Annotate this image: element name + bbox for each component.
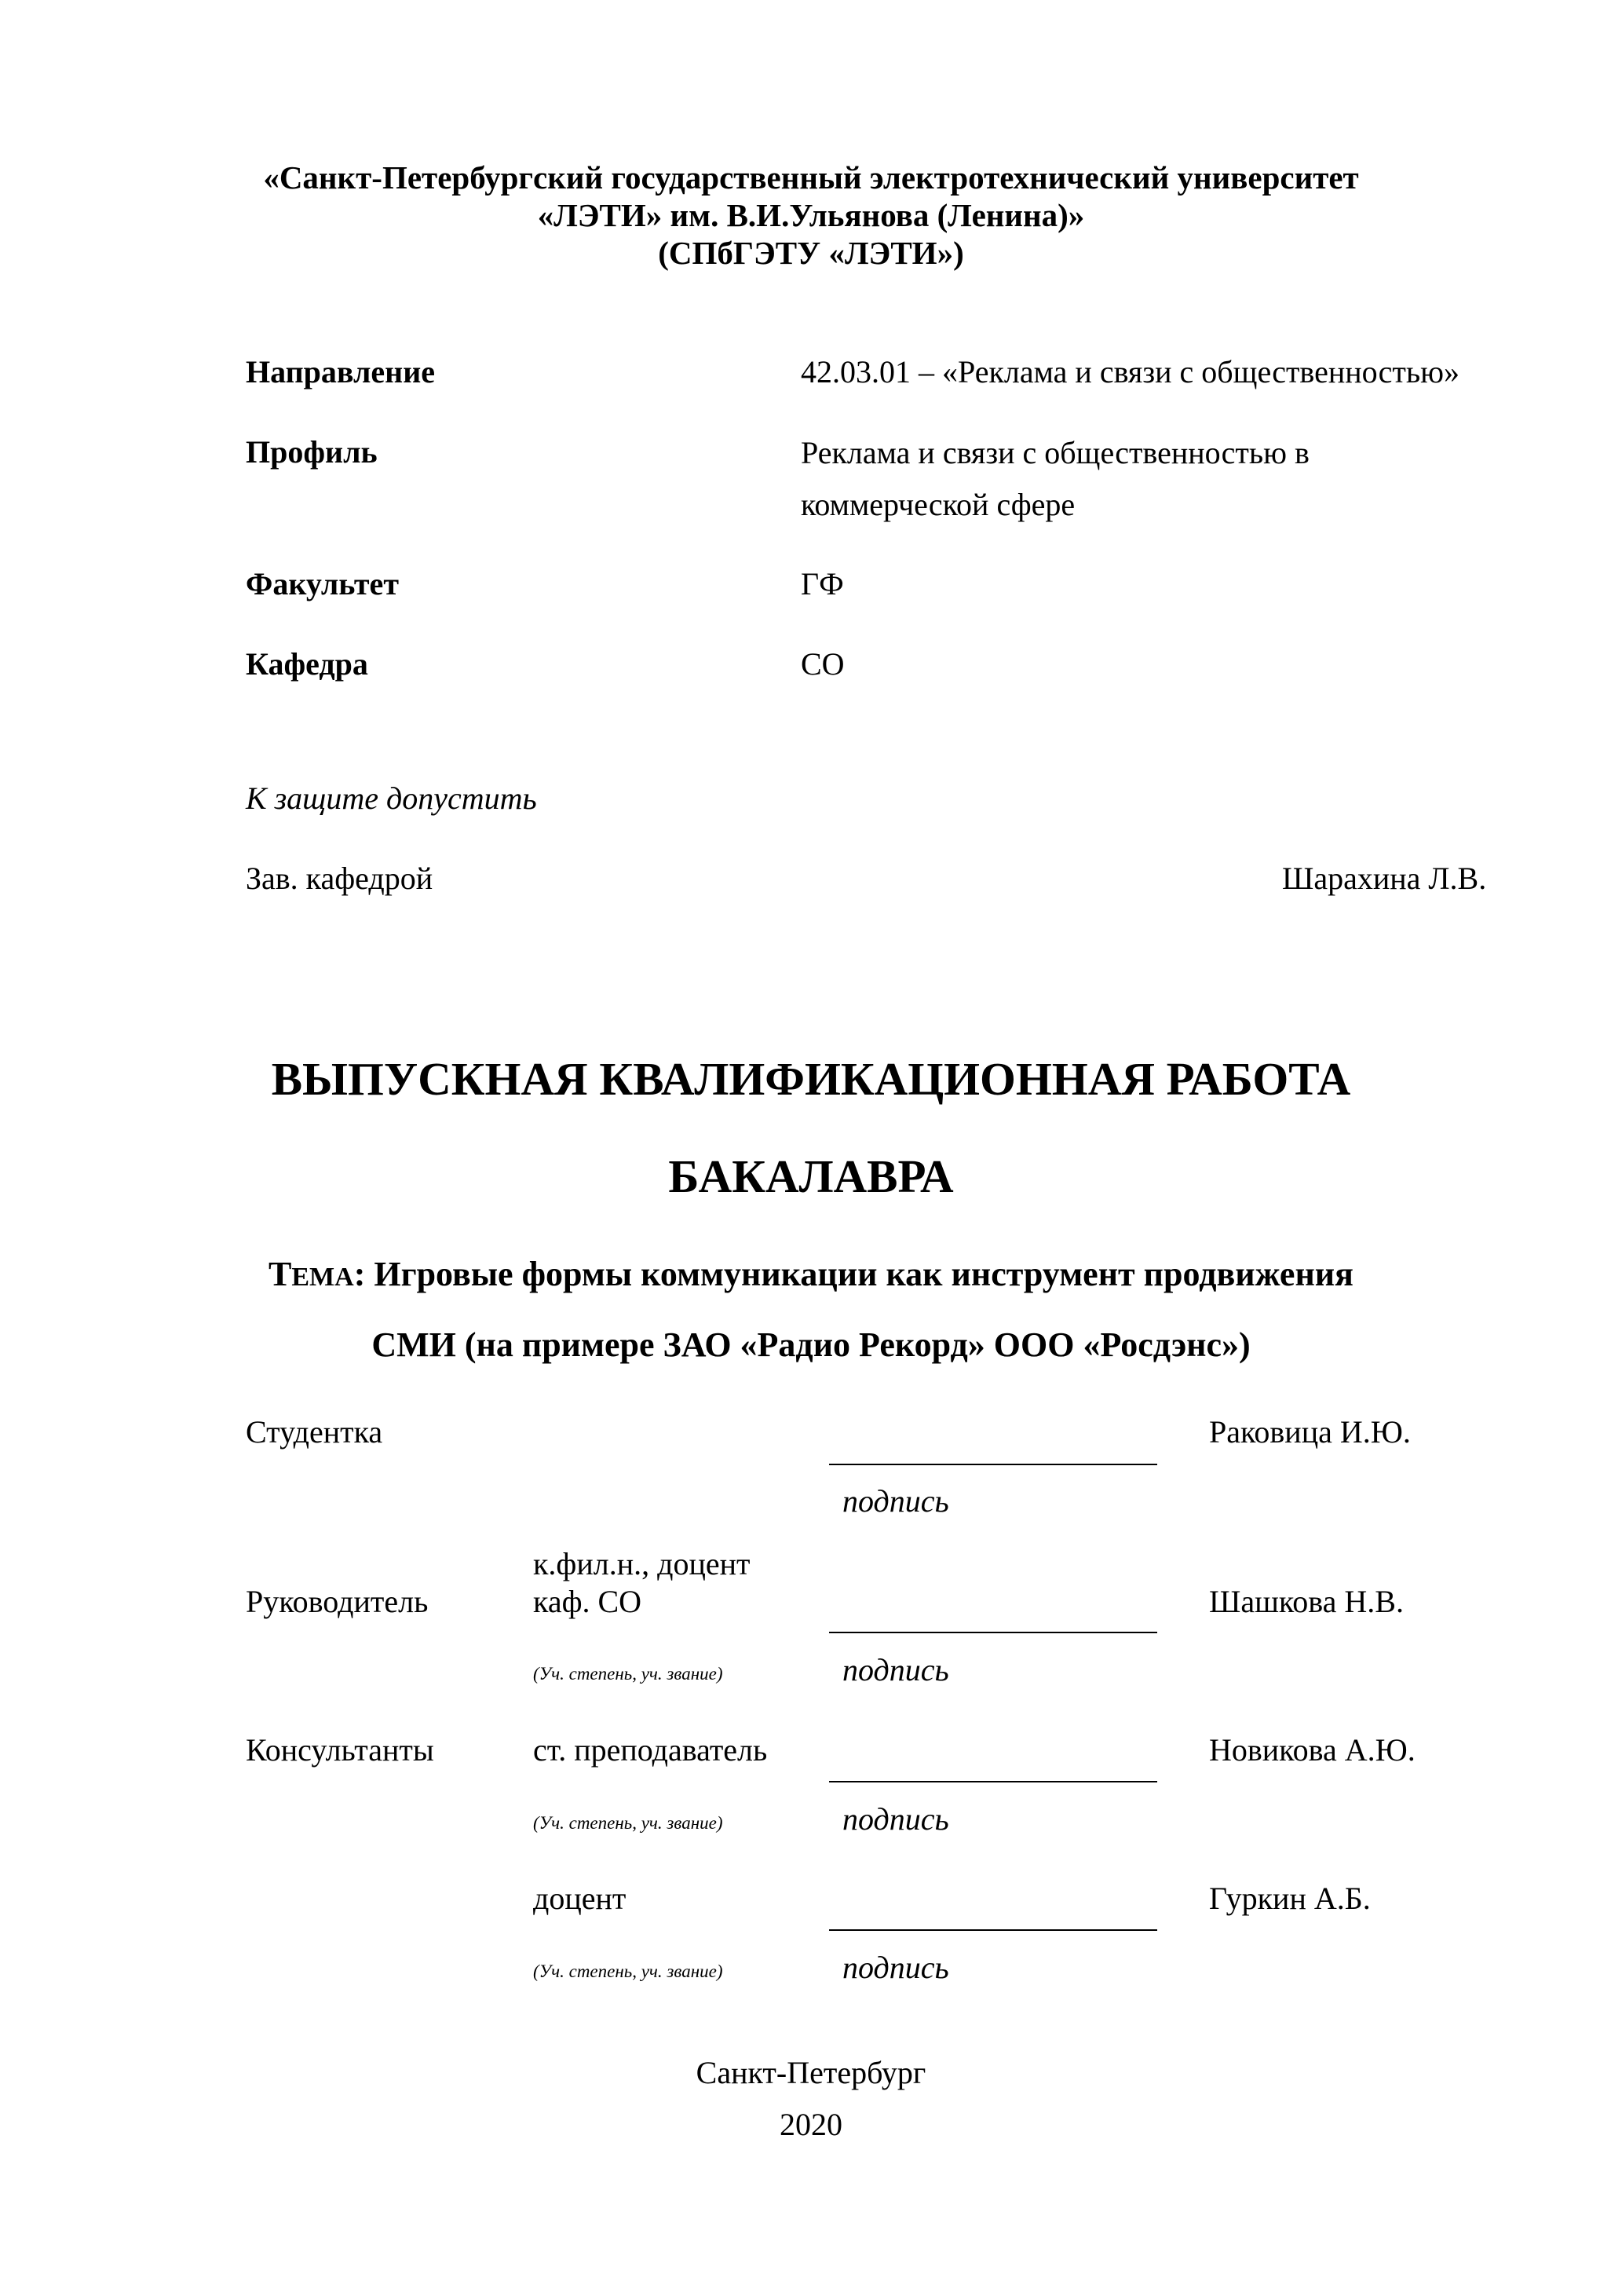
profile-value-line1: Реклама и связи с общественностью в <box>801 435 1310 470</box>
consultant1-signature-hint: подпись <box>842 1801 949 1837</box>
work-title-line1: ВЫПУСКНАЯ КВАЛИФИКАЦИОННАЯ РАБОТА <box>271 1053 1351 1105</box>
university-abbreviation: (СПбГЭТУ «ЛЭТИ») <box>658 235 964 271</box>
supervisor-rank-line1: к.фил.н., доцент <box>533 1546 751 1581</box>
head-of-department-label: Зав. кафедрой <box>246 861 433 896</box>
work-topic-line1 <box>0 1241 1622 1311</box>
student-label: Студентка <box>246 1414 383 1450</box>
profile-value <box>801 427 1310 531</box>
university-name-line1: «Санкт-Петербургский государственный электротехнический университет <box>263 159 1359 196</box>
consultant1-rank-hint: (Уч. степень, уч. звание) <box>533 1813 723 1833</box>
city: Санкт-Петербург <box>696 2055 926 2090</box>
consultant1-rank: ст. преподаватель <box>533 1732 768 1768</box>
university-header <box>0 159 1622 272</box>
supervisor-rank-hint: (Уч. степень, уч. звание) <box>533 1664 723 1684</box>
head-of-department-name: Шарахина Л.В. <box>1282 861 1487 896</box>
direction-value: 42.03.01 – «Реклама и связи с общественностью» <box>801 354 1460 389</box>
student-signature-line <box>829 1464 1157 1465</box>
year: 2020 <box>780 2107 842 2142</box>
consultant2-signature-hint: подпись <box>842 1950 949 1985</box>
admit-to-defense: К защите допустить <box>246 781 537 816</box>
work-title-line2: БАКАЛАВРА <box>668 1150 954 1202</box>
consultants-label: Консультанты <box>246 1732 434 1768</box>
faculty-value: ГФ <box>801 566 844 601</box>
topic-text-line1: Игровые формы коммуникации как инструмент продвижения <box>365 1255 1353 1293</box>
department-label: Кафедра <box>246 646 368 682</box>
supervisor-label: Руководитель <box>246 1584 429 1619</box>
work-topic <box>0 1241 1622 1379</box>
profile-value-line2: коммерческой сфере <box>801 487 1076 522</box>
consultant1-signature-line <box>829 1781 1157 1782</box>
supervisor-rank-line2: каф. СО <box>533 1584 642 1619</box>
consultant2-name: Гуркин А.Б. <box>1209 1881 1371 1916</box>
direction-label: Направление <box>246 354 435 389</box>
consultant2-rank-hint: (Уч. степень, уч. звание) <box>533 1961 723 1981</box>
consultant2-rank: доцент <box>533 1881 627 1916</box>
profile-label: Профиль <box>246 434 378 470</box>
consultant2-signature-line <box>829 1929 1157 1931</box>
topic-colon: : <box>353 1255 366 1293</box>
topic-text-line2: СМИ (на примере ЗАО «Радио Рекорд» ООО «Росдэнс») <box>371 1325 1251 1364</box>
work-title <box>0 1030 1622 1225</box>
topic-prefix-rest: ЕМА <box>291 1263 354 1292</box>
supervisor-signature-hint: подпись <box>842 1652 949 1687</box>
supervisor-name: Шашкова Н.В. <box>1209 1584 1404 1619</box>
supervisor-signature-line <box>829 1632 1157 1633</box>
consultant1-name: Новикова А.Ю. <box>1209 1732 1416 1768</box>
topic-prefix-initial: Т <box>269 1255 292 1293</box>
university-name-line2: «ЛЭТИ» им. В.И.Ульянова (Ленина)» <box>537 197 1085 233</box>
faculty-label: Факультет <box>246 566 399 601</box>
student-signature-hint: подпись <box>842 1483 949 1519</box>
student-name: Раковица И.Ю. <box>1209 1414 1411 1450</box>
department-value: СО <box>801 646 845 682</box>
